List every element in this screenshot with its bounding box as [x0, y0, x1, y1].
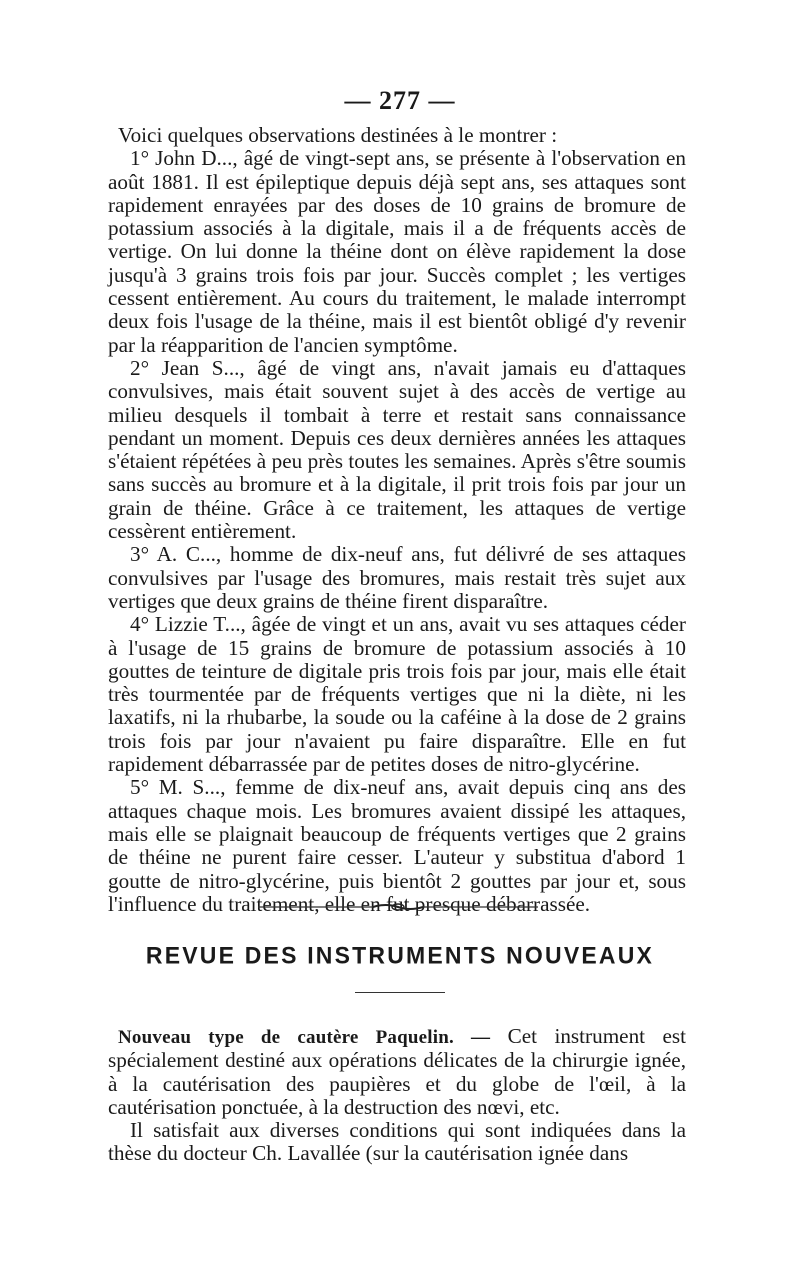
- observation-1: 1° John D..., âgé de vingt-sept ans, se présente à l'observation en août 1881. Il est épileptique depuis déjà sept ans, ses attaques sont rapidement enrayées par des doses de 10 grains de bromure de potassium associés à la digitale, mais il a de fréquents accès de vertige. On lui donne la théine dont on élève rapidement la dose jusqu'à 3 grains trois fois par jour. Succès complet ; les vertiges cessent entièrement. Au cours du traitement, le malade interrompt deux fois l'usage de la théine, mais il est bientôt obligé d'y revenir par la réapparition de l'ancien symptôme.: [108, 146, 686, 357]
- page-number: — 277 —: [344, 86, 456, 115]
- intro-paragraph: Voici quelques observations destinées à le montrer :: [118, 123, 558, 147]
- observation-5: 5° M. S..., femme de dix-neuf ans, avait depuis cinq ans des attaques chaque mois. Les bromures avaient dissipé les attaques, mais elle se plaignait beaucoup de fréquents vertiges que 2 grains de théine ne purent faire cesser. L'auteur y substitua d'abord 1 goutte de nitro-glycérine, puis bientôt 2 gouttes par jour et, sous l'influence du traitement, elle en fut presque débarrassée.: [108, 775, 686, 916]
- instrument-paragraph-1: [108, 1025, 686, 1119]
- instrument-text: [108, 1025, 686, 1166]
- short-rule: [355, 992, 445, 993]
- ornamental-rule: [258, 902, 538, 912]
- section-heading: REVUE DES INSTRUMENTS NOUVEAUX: [145, 941, 655, 969]
- instrument-title: Nouveau type de cautère Paquelin. —: [118, 1027, 491, 1048]
- observation-3: 3° A. C..., homme de dix-neuf ans, fut délivré de ses attaques convulsives par l'usage des bromures, mais restait très sujet aux vertiges que deux grains de théine firent disparaître.: [108, 542, 686, 613]
- observation-4: 4° Lizzie T..., âgée de vingt et un ans, avait vu ses attaques céder à l'usage de 15 grains de bromure de potassium associés à 10 gouttes de teinture de digitale pris trois fois par jour, mais elle était très tourmentée par de fréquents vertiges que ni la diète, ni les laxatifs, ni la rhubarbe, la soude ou la caféine à la dose de 2 grains trois fois par jour n'avaient pu faire disparaître. Elle en fut rapidement débarrassée par de petites doses de nitro-glycérine.: [108, 612, 686, 777]
- instrument-description: Cet instrument est spécialement destiné aux opérations délicates de la chirurgie ignée, à la cautérisation des paupières et du globe de l'œil, à la cautérisation ponctuée, à la destruction des nœvi, etc.: [108, 1024, 686, 1119]
- instrument-paragraph-2: Il satisfait aux diverses conditions qui sont indiquées dans la thèse du docteur Ch. Lavallée (sur la cautérisation ignée dans: [108, 1118, 686, 1166]
- observations-text: [108, 124, 686, 916]
- observation-2: 2° Jean S..., âgé de vingt ans, n'avait jamais eu d'attaques convulsives, mais était souvent sujet à des accès de vertige au milieu desquels il tombait à terre et restait sans connaissance pendant un moment. Depuis ces deux dernières années les attaques s'étaient répétées à peu près toutes les semaines. Après s'être soumis sans succès au bromure et à la digitale, il prit trois fois par jour un grain de théine. Grâce à ce traitement, les attaques de vertige cessèrent entièrement.: [108, 355, 686, 544]
